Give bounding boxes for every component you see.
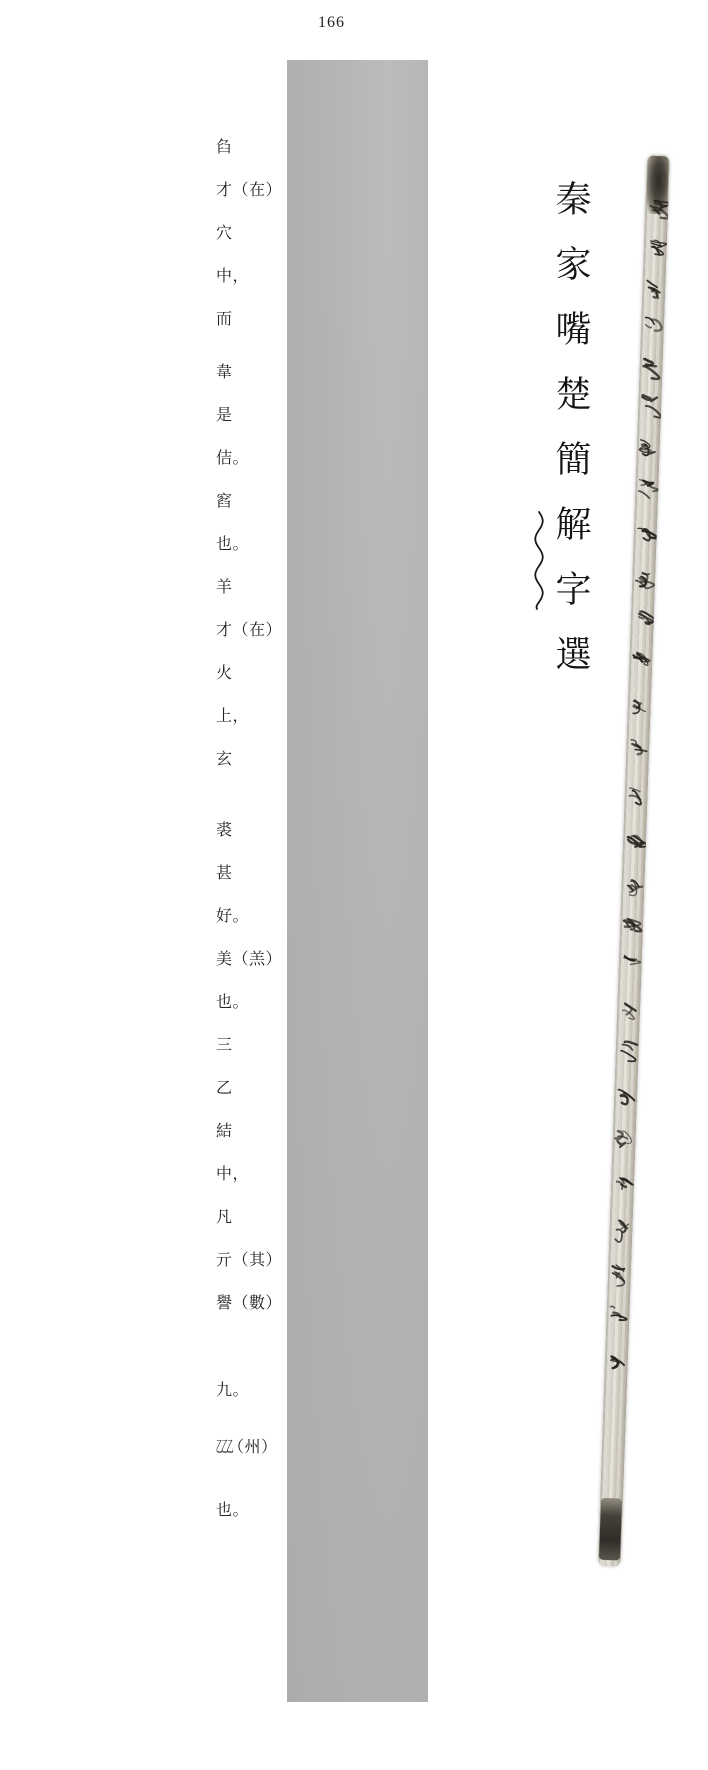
slip-ink-glyphs <box>598 155 670 1567</box>
transcription-row: 三 <box>216 1037 233 1054</box>
transcription-row: 也。 <box>216 536 250 553</box>
transcription-row: 乙 <box>216 1080 233 1097</box>
transcription-row: 譽（數） <box>216 1295 283 1312</box>
transcription-row: 裘 <box>216 822 233 839</box>
transcription-row: 好。 <box>216 908 250 925</box>
transcription-row: 是 <box>216 407 233 424</box>
transcription-row: 火 <box>216 665 233 682</box>
bamboo-slip-image <box>598 155 670 1567</box>
transcription-row: 韋 <box>216 364 233 381</box>
transcription-row: 羊 <box>216 579 233 596</box>
transcription-column <box>216 126 286 1532</box>
transcription-row: 臽 <box>216 139 233 156</box>
transcription-row: 甚 <box>216 865 233 882</box>
transcription-row: 美（羔） <box>216 951 283 968</box>
transcription-row: 凡 <box>216 1209 233 1226</box>
compressed-glyph: 乙乙乙 <box>216 1439 233 1456</box>
transcription-row: 玄 <box>216 751 233 768</box>
transcription-row: 佶。 <box>216 450 250 467</box>
book-title-wavy-mark-icon <box>532 510 546 610</box>
page-title: 秦家嘴楚簡解字選 <box>551 180 591 700</box>
transcription-row: 而 <box>216 311 233 328</box>
transcription-row: 上， <box>216 708 250 725</box>
transcription-row: 乙乙乙（州） <box>216 1426 286 1469</box>
transcription-row: 結 <box>216 1123 233 1140</box>
transcription-row: 中， <box>216 1166 250 1183</box>
transcription-row: 亓（其） <box>216 1252 283 1269</box>
transcription-row: 中， <box>216 268 250 285</box>
transcription-row: 才（在） <box>216 622 283 639</box>
transcription-row: 穴 <box>216 225 233 242</box>
transcription-row: 九。 <box>216 1382 250 1399</box>
photo-panel <box>287 60 428 1702</box>
slip-bottom-stain <box>599 1498 622 1561</box>
transcription-row: 窞 <box>216 493 233 510</box>
transcription-row: 也。 <box>216 994 250 1011</box>
transcription-row: 也。 <box>216 1502 250 1519</box>
transcription-row: 才（在） <box>216 182 283 199</box>
page-number: 166 <box>318 14 345 31</box>
